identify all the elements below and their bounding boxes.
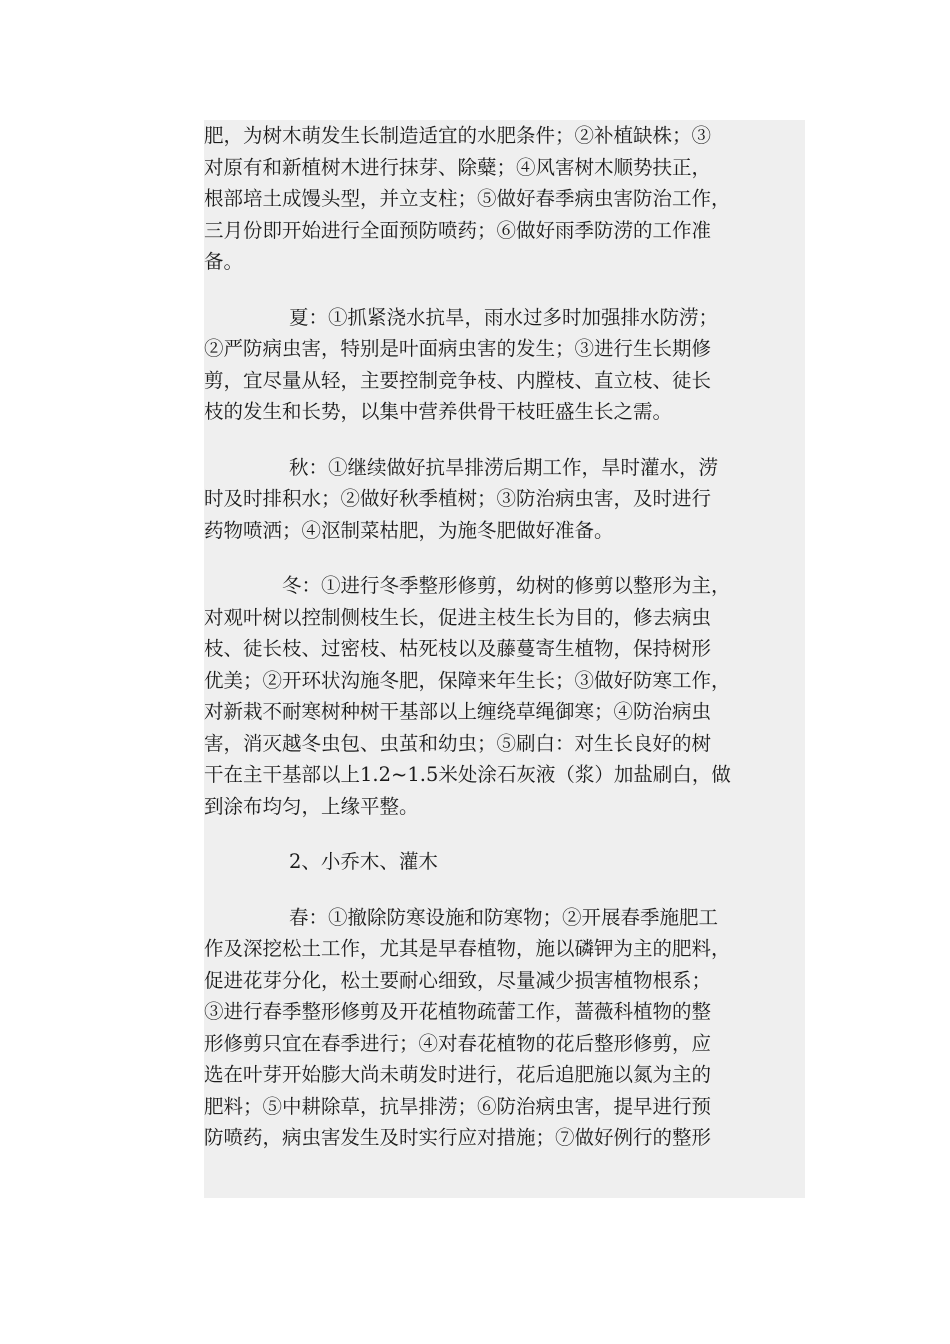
- paragraph-spring-continued: [204, 120, 805, 278]
- text-line: 三月份即开始进行全面预防喷药；⑥做好雨季防涝的工作准: [204, 218, 712, 242]
- text-line: 枝、徒长枝、过密枝、枯死枝以及藤蔓寄生植物，保持树形: [204, 637, 712, 660]
- text-line: 时及时排积水；②做好秋季植树；③防治病虫害，及时进行: [204, 487, 712, 510]
- text-line: 选在叶芽开始膨大尚未萌发时进行，花后追肥施以氮为主的: [204, 1063, 712, 1086]
- text-line: 促进花芽分化，松土要耐心细致，尽量减少损害植物根系；: [204, 968, 712, 992]
- paragraph-gap: [204, 878, 805, 902]
- text-line: 对新栽不耐寒树种树干基部以上缠绕草绳御寒；④防治病虫: [204, 700, 712, 723]
- text-line: 对原有和新植树木进行抹芽、除糵；④风害树木顺势扶正，: [204, 155, 712, 179]
- paragraph-gap: [204, 428, 805, 452]
- text-line: 形修剪只宜在春季进行；④对春花植物的花后整形修剪，应: [204, 1031, 712, 1055]
- text-line: 害，消灭越冬虫包、虫茧和幼虫；⑤刷白：对生长良好的树: [204, 731, 712, 755]
- section-heading: 2、小乔木、灌木: [289, 850, 438, 873]
- text-line: 春：①撤除防寒设施和防寒物；②开展春季施肥工: [289, 905, 719, 929]
- text-line: 作及深挖松土工作，尤其是早春植物，施以磷钾为主的肥料，: [204, 937, 731, 960]
- paragraph-shrubs-spring: [204, 902, 805, 1154]
- paragraph-autumn: [204, 452, 805, 547]
- text-line: 药物喷洒；④沤制菜枯肥，为施冬肥做好准备。: [204, 518, 614, 542]
- section-heading-shrubs: [204, 846, 805, 878]
- text-line: 到涂布均匀，上缘平整。: [204, 794, 419, 818]
- text-line: 根部培土成馒头型，并立支柱；⑤做好春季病虫害防治工作，: [204, 187, 731, 210]
- text-line: ③进行春季整形修剪及开花植物疏蕾工作，蔷薇科植物的整: [204, 1000, 712, 1023]
- text-line: ②严防病虫害，特别是叶面病虫害的发生；③进行生长期修: [204, 337, 712, 360]
- text-line: 剪，宜尽量从轻，主要控制竞争枝、内膛枝、直立枝、徒长: [204, 368, 712, 392]
- paragraph-gap: [204, 546, 805, 570]
- text-line: 防喷药，病虫害发生及时实行应对措施；⑦做好例行的整形: [204, 1126, 712, 1149]
- text-line: 对观叶树以控制侧枝生长，促进主枝生长为目的，修去病虫: [204, 605, 712, 629]
- text-line: 秋：①继续做好抗旱排涝后期工作，旱时灌水，涝: [289, 455, 719, 479]
- text-line: 干在主干基部以上1.2~1.5米处涂石灰液（浆）加盐刷白，做: [204, 763, 731, 786]
- paragraph-summer: [204, 302, 805, 428]
- paragraph-winter: [204, 570, 805, 822]
- text-line: 肥，为树木萌发生长制造适宜的水肥条件；②补植缺株；③: [204, 124, 712, 147]
- text-line: 枝的发生和长势，以集中营养供骨干枝旺盛生长之需。: [204, 400, 673, 423]
- paragraph-gap: [204, 822, 805, 846]
- text-line: 优美；②开环状沟施冬肥，保障来年生长；③做好防寒工作，: [204, 668, 731, 692]
- text-line: 冬：①进行冬季整形修剪，幼树的修剪以整形为主，: [282, 574, 731, 597]
- document-text-block: [204, 120, 805, 1198]
- text-line: 肥料；⑤中耕除草，抗旱排涝；⑥防治病虫害，提早进行预: [204, 1094, 712, 1118]
- paragraph-gap: [204, 278, 805, 302]
- text-line: 备。: [204, 250, 244, 273]
- text-line: 夏：①抓紧浇水抗旱，雨水过多时加强排水防涝；: [289, 305, 719, 329]
